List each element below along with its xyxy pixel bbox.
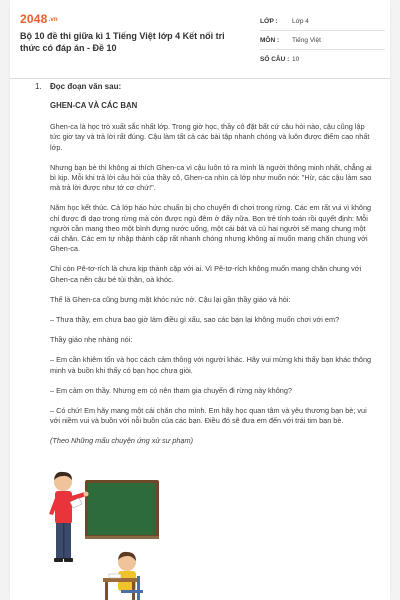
site-logo[interactable]: 2048.vn [20, 12, 58, 26]
passage-paragraph: Năm học kết thúc. Cả lớp háo hức chuẩn bị cho chuyến đi chơi trong rừng. Các em rất vui vì không chỉ được đi dạo trong rừng mà còn được ngủ đêm ở đấy nữa. Bọn trẻ tính toán rồi quyết định: Mỗi người cần mang theo một bình đựng nước uống, một cái bát và củ hai người sẽ mang chung một cái chăn. Các em tự nhập thành cặp rất nhanh chóng nhưng không ai muốn mang chăn chung với Ghen-ca. [50, 203, 372, 254]
meta-value: 10 [292, 55, 300, 63]
passage-paragraph: Thầy giáo nhẹ nhàng nói: [50, 335, 133, 345]
passage-paragraph: Ghen-ca là học trò xuất sắc nhất lớp. Trong giờ học, thầy cô đặt bất cứ câu hỏi nào, cậu cũng lập tức giơ tay và trả lời rất đúng. Cậu làm tất cả các bài tập nhanh chóng và luôn được điểm cao nhất lớp. [50, 122, 370, 152]
document-page [10, 0, 390, 600]
question-prompt: Đọc đoạn văn sau: [50, 82, 122, 91]
meta-label: MÔN : [260, 36, 280, 44]
passage-paragraph: Chỉ còn Pê-tơ-rích là chưa kịp thành cặp với ai. Vì Pê-tơ-rích không muốn mang chăn chung với Ghen-ca nên cậu bé tủi thân, oà khóc. [50, 264, 362, 284]
question-number: 1. [35, 82, 42, 91]
question-header [35, 82, 375, 91]
reading-passage [50, 101, 375, 447]
passage-source: (Theo Những mẩu chuyện ứng xử sư phạm) [50, 436, 194, 446]
passage-paragraph: – Thưa thầy, em chưa bao giờ làm điều gì xấu, sao các bạn lại không muốn chơi với em? [50, 315, 340, 325]
meta-label: SỐ CÂU : [260, 55, 290, 63]
meta-row-grade [260, 12, 385, 31]
passage-paragraph: Thế là Ghen-ca cũng bưng mặt khóc nức nở. Cậu lại gần thầy giáo và hỏi: [50, 294, 291, 304]
meta-row-count [260, 50, 385, 68]
document-header [10, 0, 390, 79]
passage-paragraph: – Em cần khiêm tốn và học cách cảm thông với người khác. Hãy vui mừng khi thấy bạn khác thông minh và buồn khi thấy có bạn học chưa giỏi. [50, 355, 372, 375]
passage-paragraph: – Có chứ! Em hãy mang một cái chăn cho mình. Em hãy học quan tâm và yêu thương bạn bè; vui với niềm vui và buồn với nỗi buồn của các bạn. Điều đó sẽ đưa em đến với trái tim bạn bè. [50, 406, 367, 426]
meta-label: LỚP : [260, 17, 278, 25]
passage-paragraph: Nhưng bạn bè thì không ai thích Ghen-ca vì cậu luôn tỏ ra mình là người thông minh nhất, chẳng ai bì kịp. Mỗi khi trả lời câu hỏi của thầy cô, Ghen-ca nhìn cả lớp như muốn nói: "Hừ, các cậu làm sao mà trả lời được như tớ cơ chứ!". [50, 162, 372, 193]
teacher-and-student-illustration-icon [45, 468, 165, 600]
question-content [35, 82, 375, 457]
meta-value: Lớp 4 [292, 17, 309, 25]
document-meta [260, 12, 385, 68]
meta-row-subject [260, 31, 385, 50]
passage-paragraph: – Em cảm ơn thầy. Nhưng em có nên tham gia chuyến đi rừng này không? [50, 385, 292, 395]
story-title: GHEN-CA VÀ CÁC BẠN [50, 101, 138, 110]
meta-value: Tiếng Việt [292, 36, 321, 44]
document-title: Bộ 10 đề thi giữa kì 1 Tiếng Việt lớp 4 Kết nối tri thức có đáp án - Đề 10 [20, 31, 225, 53]
